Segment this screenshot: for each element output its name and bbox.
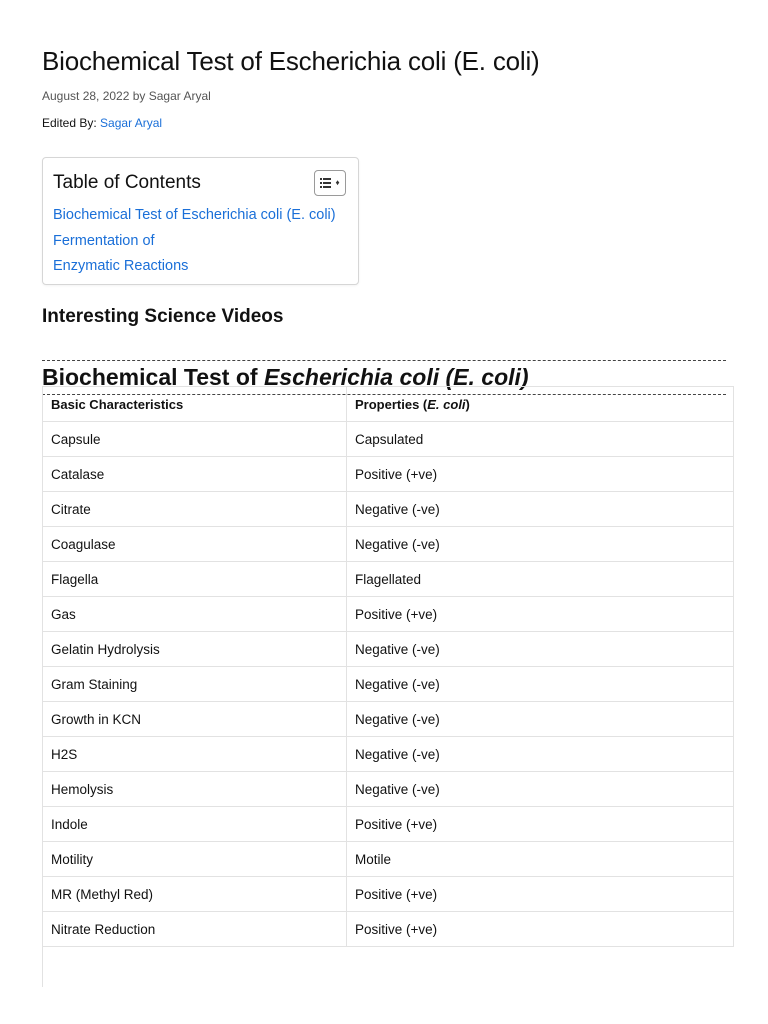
property-cell: Positive (+ve) xyxy=(347,597,734,632)
page-title: Biochemical Test of Escherichia coli (E. coli) xyxy=(42,46,540,76)
table-header-row xyxy=(43,387,734,422)
property-cell: Negative (-ve) xyxy=(347,737,734,772)
table-row xyxy=(43,422,734,457)
property-cell: Positive (+ve) xyxy=(347,877,734,912)
characteristics-table-wrapper xyxy=(42,386,733,987)
sort-arrows-icon: ♦ xyxy=(335,178,340,187)
edited-by-label: Edited By: xyxy=(42,116,97,130)
table-row xyxy=(43,527,734,562)
list-icon xyxy=(320,178,331,188)
toc-title: Table of Contents xyxy=(53,172,201,193)
header-italic: E. coli xyxy=(427,396,466,412)
table-of-contents xyxy=(42,157,359,285)
table-row xyxy=(43,562,734,597)
property-cell: Flagellated xyxy=(347,562,734,597)
editor-link[interactable]: Sagar Aryal xyxy=(100,116,163,130)
property-cell: Negative (-ve) xyxy=(347,772,734,807)
characteristic-cell: Flagella xyxy=(43,562,347,597)
property-cell: Negative (-ve) xyxy=(347,527,734,562)
characteristic-cell: Growth in KCN xyxy=(43,702,347,737)
characteristics-table xyxy=(42,386,734,947)
table-row xyxy=(43,667,734,702)
videos-heading: Interesting Science Videos xyxy=(42,306,284,327)
table-row xyxy=(43,772,734,807)
table-row xyxy=(43,807,734,842)
characteristic-cell: Catalase xyxy=(43,457,347,492)
characteristic-cell: Gelatin Hydrolysis xyxy=(43,632,347,667)
property-cell: Negative (-ve) xyxy=(347,632,734,667)
table-row xyxy=(43,457,734,492)
characteristic-cell: Gram Staining xyxy=(43,667,347,702)
characteristic-cell: Motility xyxy=(43,842,347,877)
property-cell: Positive (+ve) xyxy=(347,912,734,947)
toc-links xyxy=(53,203,336,280)
table-row xyxy=(43,632,734,667)
toc-link[interactable]: Fermentation of xyxy=(53,232,155,249)
table-row xyxy=(43,737,734,772)
property-cell: Motile xyxy=(347,842,734,877)
edited-by xyxy=(42,116,162,130)
characteristic-cell: Hemolysis xyxy=(43,772,347,807)
property-cell: Negative (-ve) xyxy=(347,667,734,702)
characteristic-cell: Gas xyxy=(43,597,347,632)
characteristic-cell: Capsule xyxy=(43,422,347,457)
characteristic-cell: Citrate xyxy=(43,492,347,527)
property-cell: Positive (+ve) xyxy=(347,807,734,842)
column-header-characteristics: Basic Characteristics xyxy=(43,387,347,422)
table-row xyxy=(43,597,734,632)
property-cell: Negative (-ve) xyxy=(347,492,734,527)
characteristic-cell: H2S xyxy=(43,737,347,772)
characteristic-cell: Nitrate Reduction xyxy=(43,912,347,947)
property-cell: Positive (+ve) xyxy=(347,457,734,492)
characteristic-cell: MR (Methyl Red) xyxy=(43,877,347,912)
section-heading-italic: Escherichia coli (E. coli) xyxy=(263,364,529,391)
table-body xyxy=(43,422,734,947)
table-row xyxy=(43,912,734,947)
toc-toggle-button[interactable] xyxy=(314,170,346,196)
header-prefix: Properties ( xyxy=(355,396,428,412)
toc-link[interactable]: Enzymatic Reactions xyxy=(53,258,189,274)
table-row xyxy=(43,877,734,912)
section-heading-text: Biochemical Test of xyxy=(42,364,264,391)
table-row xyxy=(43,492,734,527)
table-row xyxy=(43,842,734,877)
characteristic-cell: Indole xyxy=(43,807,347,842)
table-row xyxy=(43,702,734,737)
characteristic-cell: Coagulase xyxy=(43,527,347,562)
column-header-properties xyxy=(347,387,734,422)
property-cell: Negative (-ve) xyxy=(347,702,734,737)
toc-link[interactable]: Biochemical Test of Escherichia coli (E. coli) xyxy=(53,207,336,223)
property-cell: Capsulated xyxy=(347,422,734,457)
post-meta: August 28, 2022 by Sagar Aryal xyxy=(42,89,211,103)
header-suffix: ) xyxy=(465,396,470,412)
